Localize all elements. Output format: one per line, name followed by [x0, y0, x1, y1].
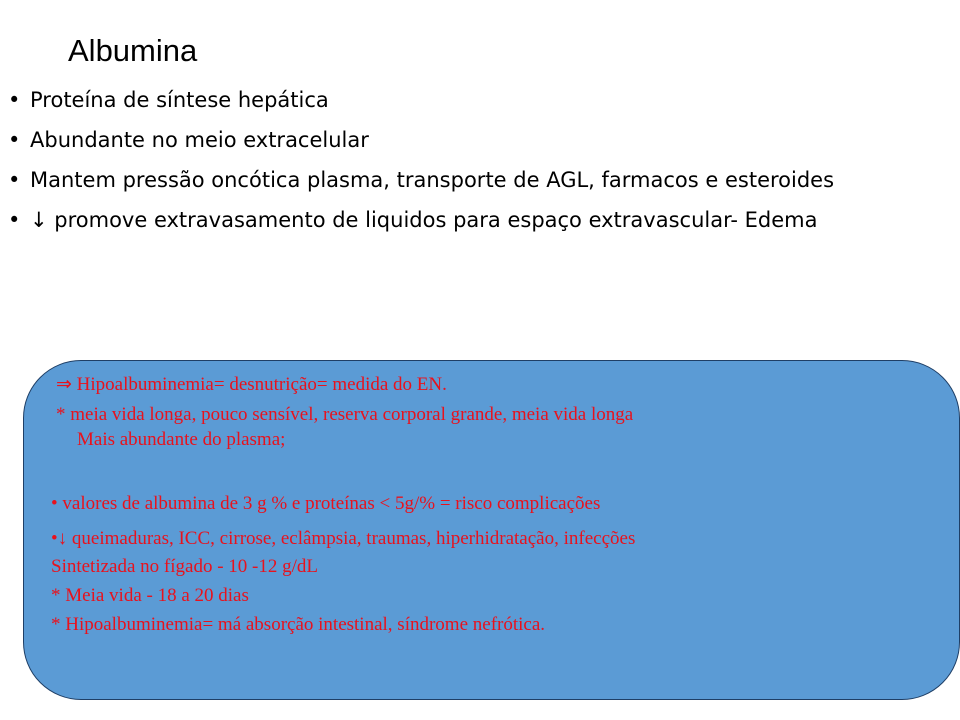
callout-box: [23, 360, 960, 700]
callout-line-abundant: Mais abundante do plasma;: [77, 429, 286, 450]
bullet-list: [8, 86, 908, 246]
bullet-item: • ↓ promove extravasamento de liquidos para espaço extravascular- Edema: [8, 206, 908, 235]
bullet-item: • Abundante no meio extracelular: [8, 126, 908, 155]
bullet-item: • Mantem pressão oncótica plasma, transporte de AGL, farmacos e esteroides: [8, 166, 908, 195]
callout-line-half-life: * meia vida longa, pouco sensível, reserva corporal grande, meia vida longa: [56, 404, 634, 425]
callout-line-decrease-causes: •↓ queimaduras, ICC, cirrose, eclâmpsia, traumas, hiperhidratação, infecções: [51, 528, 636, 549]
callout-line-synthesized: Sintetizada no fígado - 10 -12 g/dL: [51, 556, 318, 577]
bullet-item: • Proteína de síntese hepática: [8, 86, 908, 115]
callout-line-hypoalbuminemia: ⇒ Hipoalbuminemia= desnutrição= medida do EN.: [56, 374, 447, 395]
callout-line-values: • valores de albumina de 3 g % e proteínas < 5g/% = risco complicações: [51, 493, 601, 514]
callout-line-half-life-days: * Meia vida - 18 a 20 dias: [51, 585, 249, 606]
callout-line-malabsorption: * Hipoalbuminemia= má absorção intestinal, síndrome nefrótica.: [51, 614, 546, 635]
slide-title: Albumina: [68, 33, 198, 68]
